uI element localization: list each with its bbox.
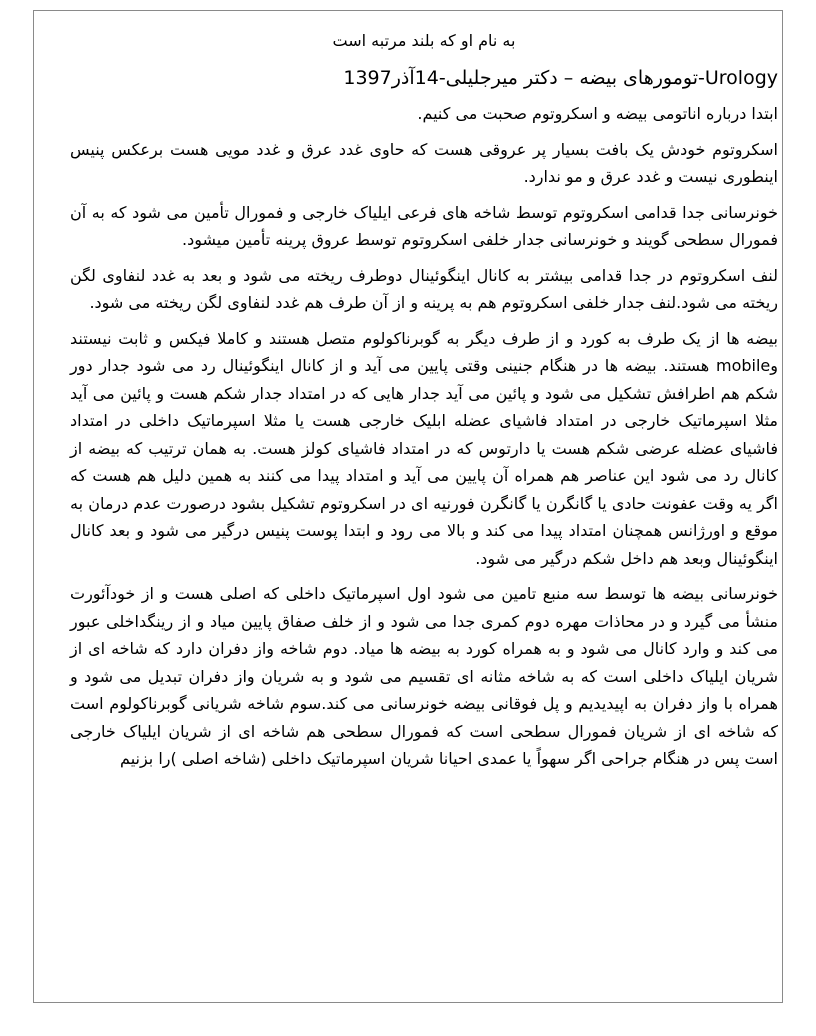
paragraph-6: خونرسانی بیضه ها توسط سه منبع تامین می شود اول اسپرماتیک داخلی که اصلی هست و از خودآئورت منشأ می گیرد و در محاذات مهره دوم کمری جدا می شود و از خلف صفاق پایین میاد و از رینگداخلی عبور می کند و وارد کانال می شود و به همراه کورد به بیضه ها میاد. دوم شاخه واز دفران دارد که شاخه ای از شریان ایلیاک داخلی است که به شاخه مثانه ای تقسیم می شود و به شریان واز دفران تبدیل می شود و همراه با واز دفران به اپیدیدیم و پل فوقانی بیضه خونرسانی می کند.سوم شاخه شریانی گوبرناکولوم است که شاخه ای از شریان فمورال سطحی است که فمورال سطحی هم شاخه ای از شریان ایلیاک خارجی است پس در هنگام جراحی اگر سهواً یا عمدی احیانا شریان اسپرماتیک داخلی (شاخه اصلی )را بزنیم: [70, 584, 778, 768]
header-title: به نام او که بلند مرتبه است: [332, 31, 516, 50]
document-subtitle: Urology-تومورهای بیضه – دکتر میرجلیلی-14آذر1397: [343, 67, 778, 89]
paragraph-2: اسکروتوم خودش یک بافت بسیار پر عروقی هست که حاوی غدد عرق و غدد مویی هست برعکس پنیس اینطوری نیست و غدد عرق و مو ندارد.: [70, 139, 778, 186]
paragraph-4: لنف اسکروتوم در جدا قدامی بیشتر به کانال اینگوئینال دوطرف ریخته می شود و بعد به غدد لنفاوی لگن ریخته می شود.لنف جدار خلفی اسکروتوم هم به پرینه و از آن طرف هم غدد لنفاوی لگن ریخته می شود.: [70, 265, 778, 312]
document-body: [70, 28, 778, 781]
paragraph-5: بیضه ها از یک طرف به کورد و از طرف دیگر به گوبرناکولوم متصل هستند و کاملا فیکس و ثابت نیستند وmobile هستند. بیضه ها در هنگام جنینی وقتی پایین می آید و از کانال اینگوئینال رد می شود جدار دور شکم هم اطرافش تشکیل می شود و پائین می آید جدار هایی که در امتداد جدار شکم هست و پائین می آید مثلا اسپرماتیک خارجی در امتداد فاشیای عضله ابلیک خارجی هست یا مثلا اسپرماتیک داخلی در امتداد فاشیای عضله عرضی شکم هست یا دارتوس که در امتداد فاشیای کولز هست. به همان ترتیب که بیضه از کانال رد می شود این عناصر هم همراه آن پایین می آید و امتداد پیدا می کنند به همین دلیل هم هست که اگر یه وقت عفونت حادی یا گانگرن یا گانگرن فورنیه ای در اسکروتوم تشکیل بشود درصورت عدم درمان به موقع و اورژانس همچنان امتداد پیدا می کند و بالا می رود و ابتدا پوست پنیس درگیر می شود و بعد کانال اینگوئینال وبعد هم داخل شکم درگیر می شود.: [70, 328, 778, 568]
paragraph-3: خونرسانی جدا قدامی اسکروتوم توسط شاخه های فرعی ایلیاک خارجی و فمورال تأمین می شود که به آن فمورال سطحی گویند و خونرسانی جدار خلفی اسکروتوم توسط عروق پرینه تأمین میشود.: [70, 202, 778, 249]
paragraph-1: ابتدا درباره اناتومی بیضه و اسکروتوم صحبت می کنیم.: [417, 104, 778, 123]
